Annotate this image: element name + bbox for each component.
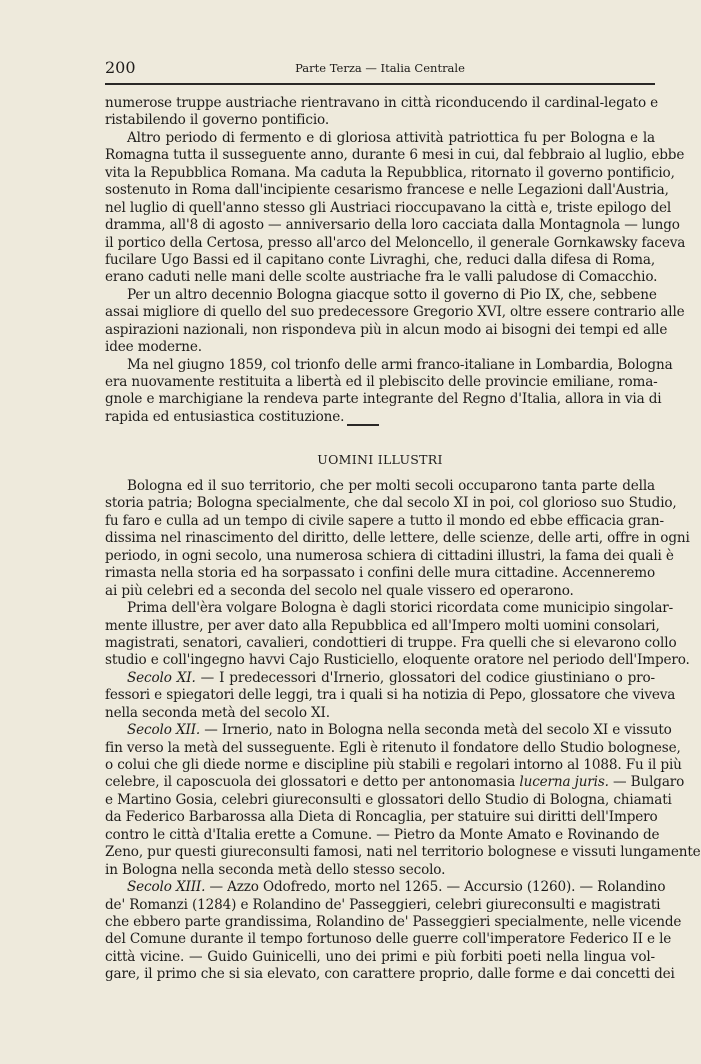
italic-text: Secolo XIII. [127, 879, 206, 896]
text-line: aspirazioni nazionali, non rispondeva più in alcun modo ai bisogni dei tempi ed alle [105, 321, 668, 338]
text-line: studio e coll'ingegno havvi Cajo Rusticiello, eloquente oratore nel periodo dell'Impero. [105, 652, 690, 669]
text-line [105, 722, 672, 739]
text-line: periodo, in ogni secolo, una numerosa schiera di cittadini illustri, la fama dei quali è [105, 547, 674, 564]
text-line: Ma nel giugno 1859, col trionfo delle armi franco-italiane in Lombardia, Bologna [127, 356, 673, 373]
text-line: Romagna tutta il susseguente anno, durante 6 mesi in cui, dal febbraio al luglio, ebbe [105, 147, 685, 164]
page-number: 200 [105, 58, 136, 77]
text-line: mente illustre, per aver dato alla Repubblica ed all'Impero molti uomini consolari, [105, 617, 660, 634]
text-line: storia patria; Bologna specialmente, che dal secolo XI in poi, col glorioso suo Studio, [105, 495, 677, 512]
text-segment: — I predecessori d'Irnerio, glossatori del codice giustiniano o pro- [195, 669, 655, 686]
text-line: contro le città d'Italia erette a Comune. — Pietro da Monte Amato e Rovinando de [105, 826, 660, 843]
text-segment: — Bulgaro [608, 774, 685, 791]
paragraph [105, 669, 676, 722]
section-heading: UOMINI ILLUSTRI [317, 452, 443, 467]
text-line: o colui che gli diede norme e discipline più stabili e regolari intorno al 1088. Fu il più [105, 757, 682, 773]
text-block-illustrious-men [105, 478, 701, 984]
text-line: erano caduti nelle mani delle scolte austriache fra le valli paludose di Comacchio. [105, 269, 658, 286]
running-title: Parte Terza — Italia Centrale [295, 61, 465, 75]
paragraph [105, 129, 686, 287]
text-line: magistrati, senatori, cavalieri, condottieri di truppe. Fra quelli che si elevarono collo [105, 634, 677, 651]
text-line: dissima nel rinascimento del diritto, delle lettere, delle scienze, delle arti, offre in ogni [105, 530, 690, 547]
paragraph [105, 356, 673, 427]
text-line: ai più celebri ed a seconda del secolo nel quale vissero ed operarono. [105, 582, 574, 599]
text-line: da Federico Barbarossa alla Dieta di Roncaglia, per statuire sui diritti dell'Impero [105, 809, 658, 826]
paragraph [105, 722, 701, 879]
text-line: nel luglio di quell'anno stesso gli Austriaci rioccupavano la città e, triste epilogo del [105, 199, 672, 216]
text-line: sostenuto in Roma dall'incipiente cesarismo francese e nelle Legazioni dall'Austria, [105, 182, 669, 199]
text-line: de' Romanzi (1284) e Rolandino de' Passeggieri, celebri giureconsulti e magistrati [105, 896, 661, 913]
text-line: era nuovamente restituita a libertà ed il plebiscito delle provincie emiliane, roma- [105, 374, 658, 390]
text-line: ristabilendo il governo pontificio. [105, 112, 329, 129]
text-line: fin verso la metà del susseguente. Egli è ritenuto il fondatore dello Studio bolognese, [105, 739, 681, 756]
paragraph [105, 286, 685, 357]
text-line: Prima dell'èra volgare Bologna è dagli storici ricordata come municipio singolar- [127, 600, 674, 617]
header-rule [105, 83, 655, 85]
text-line: il portico della Certosa, presso all'arco del Meloncello, il generale Gornkawsky faceva [105, 234, 686, 251]
text-line: fessori e spiegatori delle leggi, tra i quali si ha notizia di Pepo, glossatore che viveva [105, 687, 676, 704]
italic-text: Secolo XI. [127, 669, 196, 686]
text-line: gnole e marchigiane la rendeva parte integrante del Regno d'Italia, allora in via di [105, 391, 662, 408]
text-segment: celebre, il caposcuola dei glossatori e detto per antonomasia [105, 774, 520, 791]
text-segment: — Azzo Odofredo, morto nel 1265. — Accursio (1260). — Rolandino [205, 879, 666, 896]
text-line: in Bologna nella seconda metà dello stesso secolo. [105, 861, 446, 878]
text-line: numerose truppe austriache rientravano in città riconducendo il cardinal-legato e [105, 95, 659, 111]
paragraph [105, 478, 690, 600]
paragraph [105, 600, 690, 670]
italic-text: Secolo XII. [127, 722, 201, 739]
text-line: Altro periodo di fermento e di gloriosa attività patriottica fu per Bologna e la [127, 129, 655, 146]
text-line [105, 774, 685, 791]
paragraph [105, 95, 659, 130]
text-line: assai migliore di quello del suo predecessore Gregorio XVI, oltre essere contrario alle [105, 304, 685, 321]
text-line: Zeno, pur questi giureconsulti famosi, nati nel territorio bolognese e vissuti lungamente [105, 844, 701, 861]
text-block-history [105, 95, 686, 426]
text-line: del Comune durante il tempo fortunoso delle guerre coll'imperatore Federico II e le [105, 931, 672, 948]
text-line: rimasta nella storia ed ha sorpassato i confini delle mura cittadine. Accenneremo [105, 565, 655, 582]
text-line: fu faro e culla ad un tempo di civile sapere a tutto il mondo ed ebbe efficacia gran- [105, 512, 664, 529]
section-divider [347, 424, 379, 426]
text-line: nella seconda metà del secolo XI. [105, 704, 330, 721]
text-segment: — Irnerio, nato in Bologna nella seconda metà del secolo XI e vissuto [200, 722, 672, 739]
text-line: fucilare Ugo Bassi ed il capitano conte Livraghi, che, reduci dalla difesa di Roma, [105, 251, 656, 268]
text-line [105, 670, 655, 687]
text-line: gare, il primo che si sia elevato, con carattere proprio, dalle forme e dai concetti dei [105, 966, 675, 983]
text-line: dramma, all'8 di agosto — anniversario della loro cacciata dalla Montagnola — lungo [105, 217, 680, 234]
text-line: idee moderne. [105, 339, 202, 356]
text-line: Per un altro decennio Bologna giacque sotto il governo di Pio IX, che, sebbene [127, 286, 657, 303]
italic-text: lucerna juris. [519, 774, 609, 791]
text-line: e Martino Gosia, celebri giureconsulti e glossatori dello Studio di Bologna, chiamati [105, 791, 672, 808]
text-line: città vicine. — Guido Guinicelli, uno dei primi e più forbiti poeti nella lingua vol- [105, 948, 655, 965]
text-line: che ebbero parte grandissima, Rolandino de' Passeggieri specialmente, nelle vicende [105, 913, 682, 930]
text-line: Bologna ed il suo territorio, che per molti secoli occuparono tanta parte della [127, 478, 655, 494]
text-line: vita la Repubblica Romana. Ma caduta la Repubblica, ritornato il governo pontificio, [105, 164, 675, 181]
text-line [105, 879, 666, 896]
text-line: rapida ed entusiastica costituzione. [105, 408, 345, 425]
paragraph [105, 879, 682, 984]
